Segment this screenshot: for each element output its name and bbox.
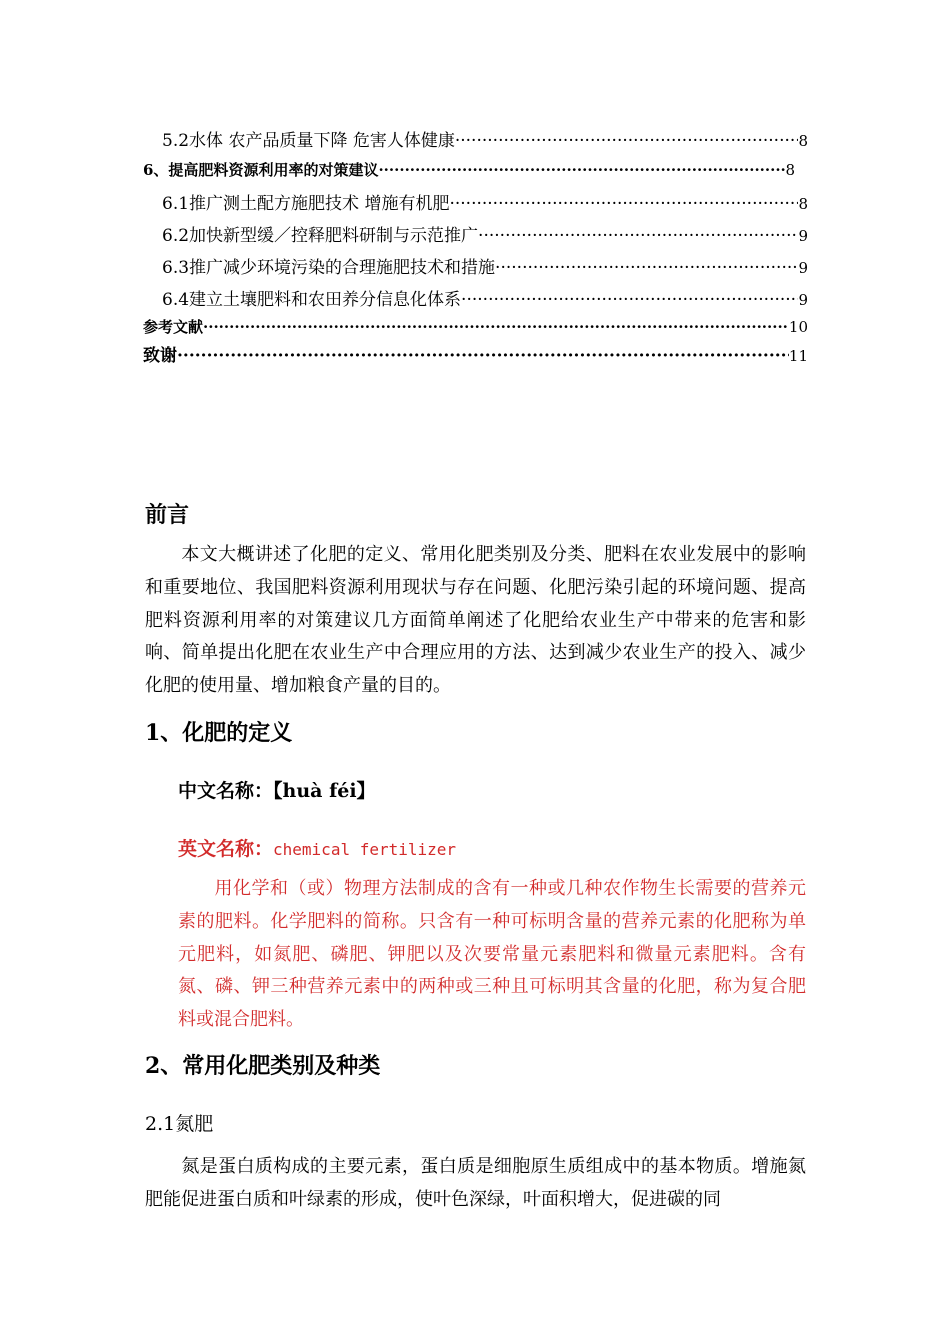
toc-leader-dots (177, 346, 789, 366)
toc-entry[interactable] (143, 159, 795, 180)
chinese-name-line (178, 776, 376, 803)
toc-entry-page: 10 (788, 318, 808, 336)
preface-heading: 前言 (145, 502, 190, 528)
subsection-2-1-heading: 2.1氮肥 (145, 1113, 214, 1135)
toc-entry[interactable] (143, 221, 808, 246)
toc-entry-page: 9 (798, 291, 808, 309)
toc-entry-title: 6.3推广减少环境污染的合理施肥技术和措施 (162, 258, 496, 278)
preface-paragraph (145, 539, 806, 703)
toc-entry-title: 5.2水体 农产品质量下降 危害人体健康 (162, 131, 455, 151)
nitrogen-text: 氮是蛋白质构成的主要元素，蛋白质是细胞原生质组成中的基本物质。增施氮肥能促进蛋白质和叶绿素的形成，使叶色深绿，叶面积增大，促进碳的同 (145, 1156, 806, 1210)
toc-entry-page: 9 (798, 259, 808, 277)
toc-leader-dots (203, 318, 789, 336)
english-name-label: 英文名称： (178, 838, 274, 860)
toc-entry-page: 8 (798, 132, 808, 150)
english-name-value: chemical fertilizer (273, 840, 457, 859)
toc-entry[interactable] (143, 189, 808, 214)
toc-leader-dots (461, 290, 798, 310)
section1-heading: 1、化肥的定义 (145, 720, 293, 746)
toc-entry[interactable] (143, 285, 808, 310)
section2-heading: 2、常用化肥类别及种类 (145, 1053, 381, 1079)
toc-entry-title: 参考文献 (143, 318, 204, 336)
toc-leader-dots (478, 226, 798, 246)
toc-leader-dots (449, 194, 798, 214)
toc-entry-title: 6、提高肥料资源利用率的对策建议 (143, 161, 379, 179)
definition-paragraph (178, 873, 806, 1037)
toc-entry[interactable] (143, 126, 808, 151)
toc-entry-title: 6.4建立土壤肥料和农田养分信息化体系 (162, 290, 462, 310)
toc-entry[interactable] (143, 341, 808, 366)
chinese-name-label: 中文名称： (178, 780, 274, 802)
toc-entry-page: 8 (798, 195, 808, 213)
toc-leader-dots (455, 131, 799, 151)
definition-text: 用化学和（或）物理方法制成的含有一种或几种农作物生长需要的营养元素的肥料。化学肥料的简称。只含有一种可标明含量的营养元素的化肥称为单元肥料，如氮肥、磷肥、钾肥以及次要常量元素肥料和微量元素肥料。含有氮、磷、钾三种营养元素中的两种或三种且可标明其含量的化肥，称为复合肥料或混合肥料。 (178, 878, 806, 1031)
toc-entry-page: 9 (798, 227, 808, 245)
toc-leader-dots (495, 258, 798, 278)
toc-entry-title: 6.1推广测土配方施肥技术 增施有机肥 (162, 194, 450, 214)
toc-entry[interactable] (143, 316, 808, 337)
nitrogen-paragraph (145, 1151, 806, 1217)
toc-entry[interactable] (143, 253, 808, 278)
english-name-line (178, 834, 456, 861)
chinese-name-value: 【huà féi】 (273, 780, 376, 802)
toc-leader-dots (378, 161, 785, 179)
preface-text: 本文大概讲述了化肥的定义、常用化肥类别及分类、肥料在农业发展中的影响和重要地位、我国肥料资源利用现状与存在问题、化肥污染引起的环境问题、提高肥料资源利用率的对策建议几方面简单阐述了化肥给农业生产中带来的危害和影响、简单提出化肥在农业生产中合理应用的方法、达到减少农业生产的投入、减少化肥的使用量、增加粮食产量的目的。 (145, 544, 806, 697)
toc-entry-page: 11 (788, 347, 808, 365)
toc-entry-title: 6.2加快新型缓／控释肥料研制与示范推广 (162, 226, 479, 246)
toc-entry-title: 致谢 (143, 346, 177, 366)
toc-entry-page: 8 (785, 161, 795, 179)
